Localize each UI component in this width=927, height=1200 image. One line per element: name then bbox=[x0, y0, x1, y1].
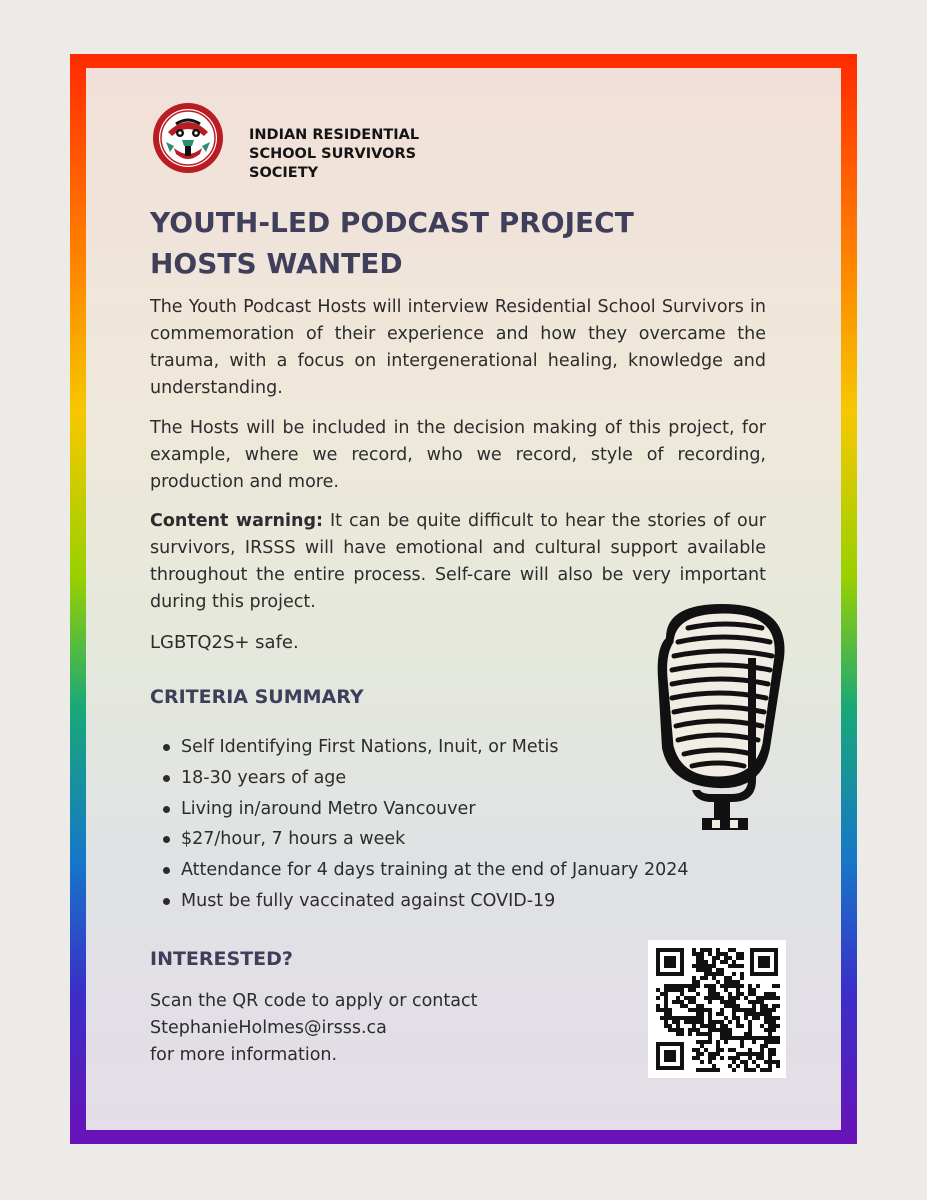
bullet-icon bbox=[163, 775, 170, 782]
contact-line: Scan the QR code to apply or contact bbox=[150, 991, 478, 1011]
criteria-item-text: 18-30 years of age bbox=[181, 767, 347, 788]
criteria-item-text: Self Identifying First Nations, Inuit, or Metis bbox=[181, 737, 559, 757]
microphone-icon bbox=[652, 598, 802, 848]
criteria-item-text: Living in/around Metro Vancouver bbox=[181, 798, 476, 819]
intro-paragraph: The Youth Podcast Hosts will interview Residential School Survivors in commemoration of their experience and how they overcame the trauma, with a focus on intergenerational healing, knowledge and understanding. bbox=[150, 297, 766, 398]
organization-name bbox=[249, 126, 469, 183]
criteria-heading: CRITERIA SUMMARY bbox=[150, 686, 364, 708]
page-title bbox=[150, 202, 750, 284]
content-warning-label: Content warning: bbox=[150, 511, 323, 531]
contact-line: for more information. bbox=[150, 1045, 338, 1065]
org-name-line: SOCIETY bbox=[249, 165, 319, 181]
content-warning-text: It can be quite difficult to hear the stories of our survivors, IRSSS will have emotional and cultural support available throughout the entire process. Self-care will also be very important during this project. bbox=[150, 511, 767, 612]
bullet-icon bbox=[163, 806, 170, 813]
criteria-item bbox=[156, 886, 689, 917]
bullet-icon bbox=[163, 836, 170, 843]
title-line: HOSTS WANTED bbox=[150, 247, 403, 280]
criteria-item bbox=[156, 763, 689, 794]
safe-space-note: LGBTQ2S+ safe. bbox=[150, 632, 299, 653]
title-line: YOUTH-LED PODCAST PROJECT bbox=[150, 206, 634, 239]
criteria-item-text: Attendance for 4 days training at the end of January 2024 bbox=[181, 860, 689, 881]
org-name-line: SCHOOL SURVIVORS bbox=[249, 146, 417, 162]
rainbow-border-frame bbox=[70, 54, 857, 1144]
criteria-item bbox=[156, 855, 689, 886]
irsss-logo bbox=[152, 102, 224, 174]
flyer-sheet bbox=[86, 68, 841, 1130]
criteria-item bbox=[156, 732, 689, 763]
criteria-item bbox=[156, 824, 689, 855]
org-name-line: INDIAN RESIDENTIAL bbox=[249, 127, 420, 143]
bullet-icon bbox=[163, 744, 170, 751]
interested-heading: INTERESTED? bbox=[150, 948, 293, 970]
bullet-icon bbox=[163, 867, 170, 874]
criteria-item-text: Must be fully vaccinated against COVID-19 bbox=[181, 890, 556, 911]
criteria-item bbox=[156, 794, 689, 825]
contact-email[interactable]: StephanieHolmes@irsss.ca bbox=[150, 1018, 387, 1038]
decision-paragraph: The Hosts will be included in the decision making of this project, for example, where we record, who we record, style of recording, production and more. bbox=[150, 418, 766, 492]
criteria-item-text: $27/hour, 7 hours a week bbox=[181, 829, 406, 850]
contact-info bbox=[150, 988, 477, 1069]
bullet-icon bbox=[163, 898, 170, 905]
qr-code[interactable] bbox=[648, 940, 786, 1078]
criteria-list bbox=[156, 732, 689, 917]
